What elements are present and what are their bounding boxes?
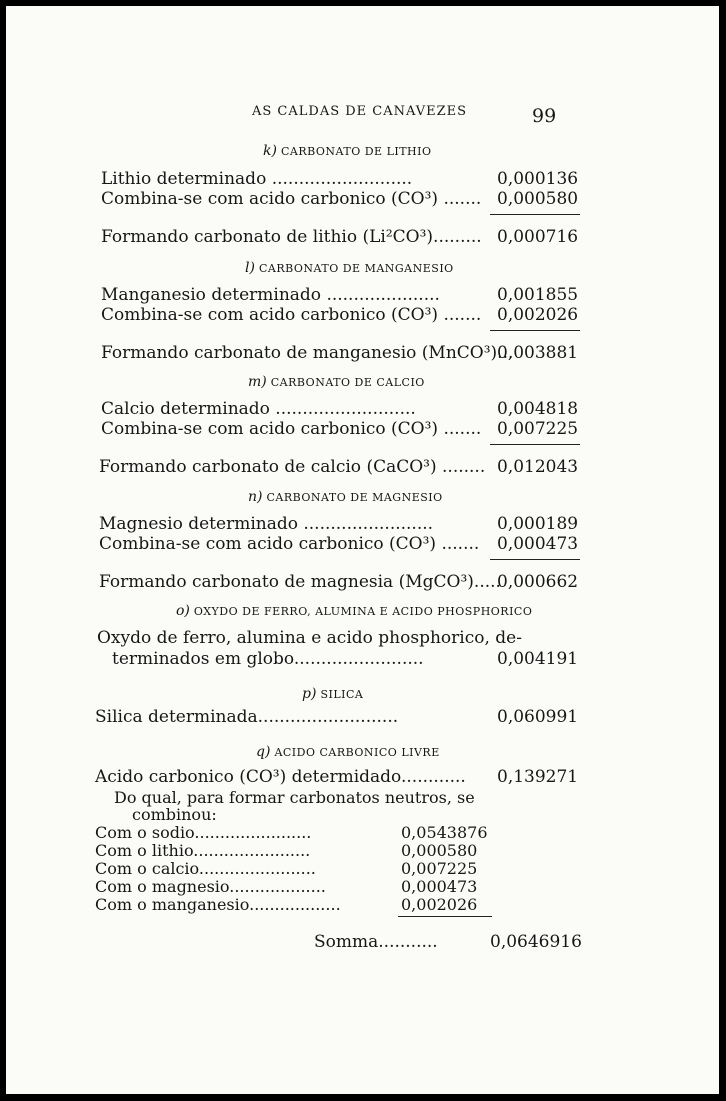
row-com-magnesio: Com o magnesio................... 0,000473: [95, 877, 478, 896]
row-com-manganesio: Com o manganesio.................. 0,002026: [95, 895, 478, 914]
note-line2: combinou:: [132, 805, 217, 824]
section-heading-q: q) ACIDO CARBONICO LIVRE: [256, 744, 440, 760]
section-heading-m: m) CARBONATO DE CALCIO: [248, 374, 425, 390]
note-line1: Do qual, para formar carbonatos neutros, se: [114, 788, 475, 807]
row-somma: Somma........... 0,0646916: [314, 932, 582, 952]
row-silica: Silica determinada.......................... 0,060991: [95, 707, 579, 727]
row-com-sodio: Com o sodio....................... 0,0543876: [95, 823, 488, 842]
row-manganesio: Manganesio determinado ..................... 0,001855: [101, 285, 579, 305]
row-calcio-co3: Combina-se com acido carbonico (CO³) ....... 0,007225: [101, 419, 579, 439]
row-magnesio: Magnesio determinado ........................ 0,000189: [99, 514, 579, 534]
sum-rule: [490, 330, 580, 331]
row-magnesio-co3: Combina-se com acido carbonico (CO³) ....... 0,000473: [99, 534, 579, 554]
row-total-calcio: Formando carbonato de calcio (CaCO³) ........ 0,012043: [99, 457, 579, 477]
row-lithio-co3: Combina-se com acido carbonico (CO³) ....... 0,000580: [101, 189, 579, 209]
sum-rule: [490, 214, 580, 215]
row-manganesio-co3: Combina-se com acido carbonico (CO³) ....... 0,002026: [101, 305, 579, 325]
sum-rule: [490, 444, 580, 445]
row-total-manganesio: Formando carbonato de manganesio (MnCO³)... 0,003881: [101, 343, 579, 363]
running-head: AS CALDAS DE CANAVEZES: [252, 104, 468, 119]
row-total-magnesia: Formando carbonato de magnesia (MgCO³)..... 0,000662: [99, 572, 579, 592]
sum-rule: [490, 559, 580, 560]
row-com-lithio: Com o lithio....................... 0,000580: [95, 841, 478, 860]
book-page: [6, 6, 719, 1094]
section-heading-p: p) SILICA: [302, 686, 364, 702]
row-com-calcio: Com o calcio....................... 0,007225: [95, 859, 478, 878]
section-heading-l: l) CARBONATO DE MANGANESIO: [245, 260, 454, 276]
section-heading-o: o) OXYDO DE FERRO, ALUMINA E ACIDO PHOSPHORICO: [176, 603, 533, 619]
page-number: 99: [532, 105, 557, 127]
row-oxydo-line2: terminados em globo........................ 0,004191: [112, 649, 579, 669]
row-calcio: Calcio determinado .......................... 0,004818: [101, 399, 579, 419]
sum-rule: [398, 916, 492, 917]
section-heading-k: k) CARBONATO DE LITHIO: [263, 143, 432, 159]
row-lithio: Lithio determinado .......................... 0,000136: [101, 169, 579, 189]
row-acido-carbonico: Acido carbonico (CO³) determidado............ 0,139271: [95, 767, 579, 787]
row-oxydo-line1: Oxydo de ferro, alumina e acido phosphorico, de-: [97, 628, 522, 648]
section-heading-n: n) CARBONATO DE MAGNESIO: [248, 489, 443, 505]
row-total-lithio: Formando carbonato de lithio (Li²CO³)......... 0,000716: [101, 227, 579, 247]
